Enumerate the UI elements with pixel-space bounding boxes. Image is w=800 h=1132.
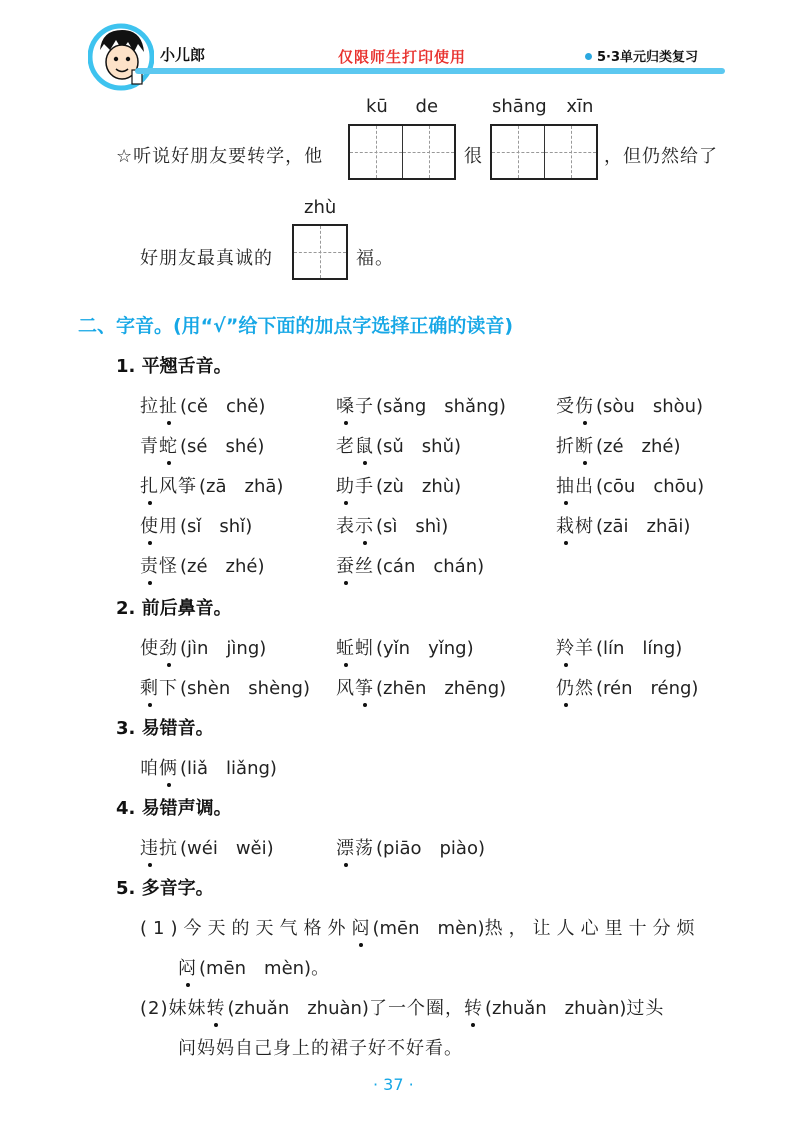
multi-sentence-2-cont: 问妈妈自己身上的裙子好不好看。: [178, 1038, 463, 1059]
exercise-item: [336, 512, 448, 538]
multi2-pinyin-options-1[interactable]: (zhuǎn zhuàn): [227, 998, 369, 1019]
subsection-5-title: 5. 多音字。: [116, 878, 214, 899]
pinyin-options[interactable]: (wéi wěi): [180, 838, 274, 859]
item-prefix: 青: [140, 436, 159, 457]
intro-line1-b: 很: [464, 146, 483, 167]
item-suffix: 用: [159, 516, 178, 537]
item-suffix: 丝: [355, 556, 374, 577]
multi1-dotted-char-2: 闷: [178, 954, 197, 980]
exercise-item: [140, 472, 283, 498]
dotted-char: 助: [336, 472, 355, 498]
pinyin-options[interactable]: (zé zhé): [596, 436, 681, 457]
exercise-item: [140, 552, 265, 578]
subsection-3-title: 3. 易错音。: [116, 718, 214, 739]
multi-sentence-1: [140, 914, 701, 940]
dotted-char: 违: [140, 834, 159, 860]
pinyin-options[interactable]: (rén réng): [596, 678, 699, 699]
pinyin-options[interactable]: (zhēn zhēng): [376, 678, 507, 699]
intro-line1-c: ，但仍然给了: [604, 146, 718, 167]
dotted-char: 扯: [159, 392, 178, 418]
exercise-item: [140, 674, 310, 700]
exercise-item: [336, 392, 506, 418]
item-suffix: 抗: [159, 838, 178, 859]
item-suffix: 羊: [575, 638, 594, 659]
exercise-item: [556, 512, 690, 538]
subsection-4-title: 4. 易错声调。: [116, 798, 232, 819]
intro-line1-a: ☆听说好朋友要转学，他: [116, 146, 324, 167]
pinyin-options[interactable]: (sǔ shǔ): [376, 436, 462, 457]
exercise-item: [556, 472, 704, 498]
pinyin-options[interactable]: (zé zhé): [180, 556, 265, 577]
subsection-1-title: 1. 平翘舌音。: [116, 356, 232, 377]
intro-line2-b: 福。: [356, 248, 394, 269]
multi2-text-a: (2)妹妹: [140, 998, 207, 1019]
item-suffix: 然: [575, 678, 594, 699]
dotted-char: 栽: [556, 512, 575, 538]
exercise-item: [140, 834, 274, 860]
dotted-char: 剩: [140, 674, 159, 700]
dotted-char: 扎: [140, 472, 159, 498]
item-prefix: 折: [556, 436, 575, 457]
pinyin-options[interactable]: (cě chě): [180, 396, 266, 417]
item-suffix: 树: [575, 516, 594, 537]
pinyin-options[interactable]: (shèn shèng): [180, 678, 311, 699]
item-suffix: 蚓: [355, 638, 374, 659]
intro-line2-a: 好朋友最真诚的: [140, 248, 273, 269]
pinyin-options[interactable]: (sé shé): [180, 436, 265, 457]
pinyin-options[interactable]: (piāo piào): [376, 838, 485, 859]
pinyin-options[interactable]: (yǐn yǐng): [376, 638, 474, 659]
multi1-dotted-char: 闷: [352, 914, 371, 940]
exercise-item: [556, 392, 703, 418]
dotted-char: 漂: [336, 834, 355, 860]
item-suffix: 出: [575, 476, 594, 497]
item-prefix: 老: [336, 436, 355, 457]
dotted-char: 伤: [575, 392, 594, 418]
dotted-char: 责: [140, 552, 159, 578]
page-number: · 37 ·: [373, 1075, 414, 1094]
dotted-char: 仍: [556, 674, 575, 700]
exercise-item: [140, 512, 252, 538]
item-suffix: 风筝: [159, 476, 197, 497]
exercise-item: [336, 552, 484, 578]
dotted-char: 使: [140, 512, 159, 538]
item-prefix: 表: [336, 516, 355, 537]
dotted-char: 断: [575, 432, 594, 458]
dotted-char: 筝: [355, 674, 374, 700]
pinyin-options[interactable]: (zù zhù): [376, 476, 462, 497]
dotted-char: 羚: [556, 634, 575, 660]
multi2-text-c: 过头: [626, 998, 665, 1019]
exercise-item: [140, 392, 265, 418]
exercise-item: [336, 634, 474, 660]
writing-grid-zhu[interactable]: [292, 224, 348, 280]
pinyin-options[interactable]: (cán chán): [376, 556, 485, 577]
multi2-dotted-char-1: 转: [207, 994, 226, 1020]
brand-name: 小儿郎: [160, 46, 206, 64]
exercise-item: [336, 472, 461, 498]
multi2-text-b: 了一个圈，: [368, 998, 464, 1019]
pinyin-options[interactable]: (lín líng): [596, 638, 683, 659]
item-suffix: 怪: [159, 556, 178, 577]
item-prefix: 风: [336, 678, 355, 699]
pinyin-options[interactable]: (jìn jìng): [180, 638, 267, 659]
unit-title: 5·3单元归类复习: [597, 50, 699, 65]
item-prefix: 拉: [140, 396, 159, 417]
pinyin-options[interactable]: (sǎng shǎng): [376, 396, 506, 417]
dotted-char: 蚯: [336, 634, 355, 660]
pinyin-options[interactable]: (cōu chōu): [596, 476, 705, 497]
exercise-item: [336, 432, 461, 458]
dotted-char: 鼠: [355, 432, 374, 458]
multi2-dotted-char-2: 转: [464, 994, 483, 1020]
pinyin-options[interactable]: (sòu shòu): [596, 396, 704, 417]
subsection-2-title: 2. 前后鼻音。: [116, 598, 232, 619]
pinyin-options[interactable]: (sì shì): [376, 516, 449, 537]
dotted-char: 示: [355, 512, 374, 538]
dotted-char: 抽: [556, 472, 575, 498]
mascot-logo: [88, 22, 154, 92]
section-title: 二、字音。(用“√”给下面的加点字选择正确的读音): [78, 315, 514, 337]
exercise-item: [140, 432, 264, 458]
multi1-pinyin-options-2[interactable]: (mēn mèn)。: [199, 958, 330, 979]
dotted-char: 蚕: [336, 552, 355, 578]
pinyin-ku-de: kū de: [366, 96, 439, 117]
pinyin-shang-xin: shāng xīn: [492, 96, 594, 117]
multi1-pinyin-options[interactable]: (mēn mèn): [372, 918, 485, 939]
exercise-item: [336, 674, 506, 700]
pinyin-options[interactable]: (sǐ shǐ): [180, 516, 253, 537]
exercise-item: [336, 834, 485, 860]
item-suffix: 子: [355, 396, 374, 417]
dotted-char: 蛇: [159, 432, 178, 458]
multi2-pinyin-options-2[interactable]: (zhuǎn zhuàn): [484, 998, 627, 1019]
item-suffix: 手: [355, 476, 374, 497]
item-prefix: 使: [140, 638, 159, 659]
writing-grid-shang-xin[interactable]: [490, 124, 598, 180]
item-prefix: 咱: [140, 758, 159, 779]
exercise-item: [556, 432, 681, 458]
dotted-char: 俩: [159, 754, 178, 780]
multi1-text-b: 热，让人心里十分烦: [484, 918, 701, 939]
pinyin-options[interactable]: (zāi zhāi): [596, 516, 691, 537]
pinyin-options[interactable]: (zā zhā): [199, 476, 284, 497]
multi-sentence-2: [140, 994, 664, 1020]
dotted-char: 劲: [159, 634, 178, 660]
dotted-char: 嗓: [336, 392, 355, 418]
exercise-item: [556, 674, 698, 700]
item-suffix: 下: [159, 678, 178, 699]
exercise-item: [140, 754, 277, 780]
writing-grid-ku-de[interactable]: [348, 124, 456, 180]
unit-dot-icon: [585, 53, 592, 60]
print-banner: 仅限师生打印使用: [338, 48, 467, 66]
item-suffix: 荡: [355, 838, 374, 859]
header-bar: [135, 68, 725, 74]
multi-sentence-1-cont: [178, 954, 329, 980]
item-prefix: 受: [556, 396, 575, 417]
exercise-item: [140, 634, 266, 660]
exercise-item: [556, 634, 682, 660]
pinyin-zhu: zhù: [304, 197, 337, 218]
multi1-text-a: (1)今天的天气格外: [140, 918, 352, 939]
pinyin-options[interactable]: (liǎ liǎng): [180, 758, 277, 779]
